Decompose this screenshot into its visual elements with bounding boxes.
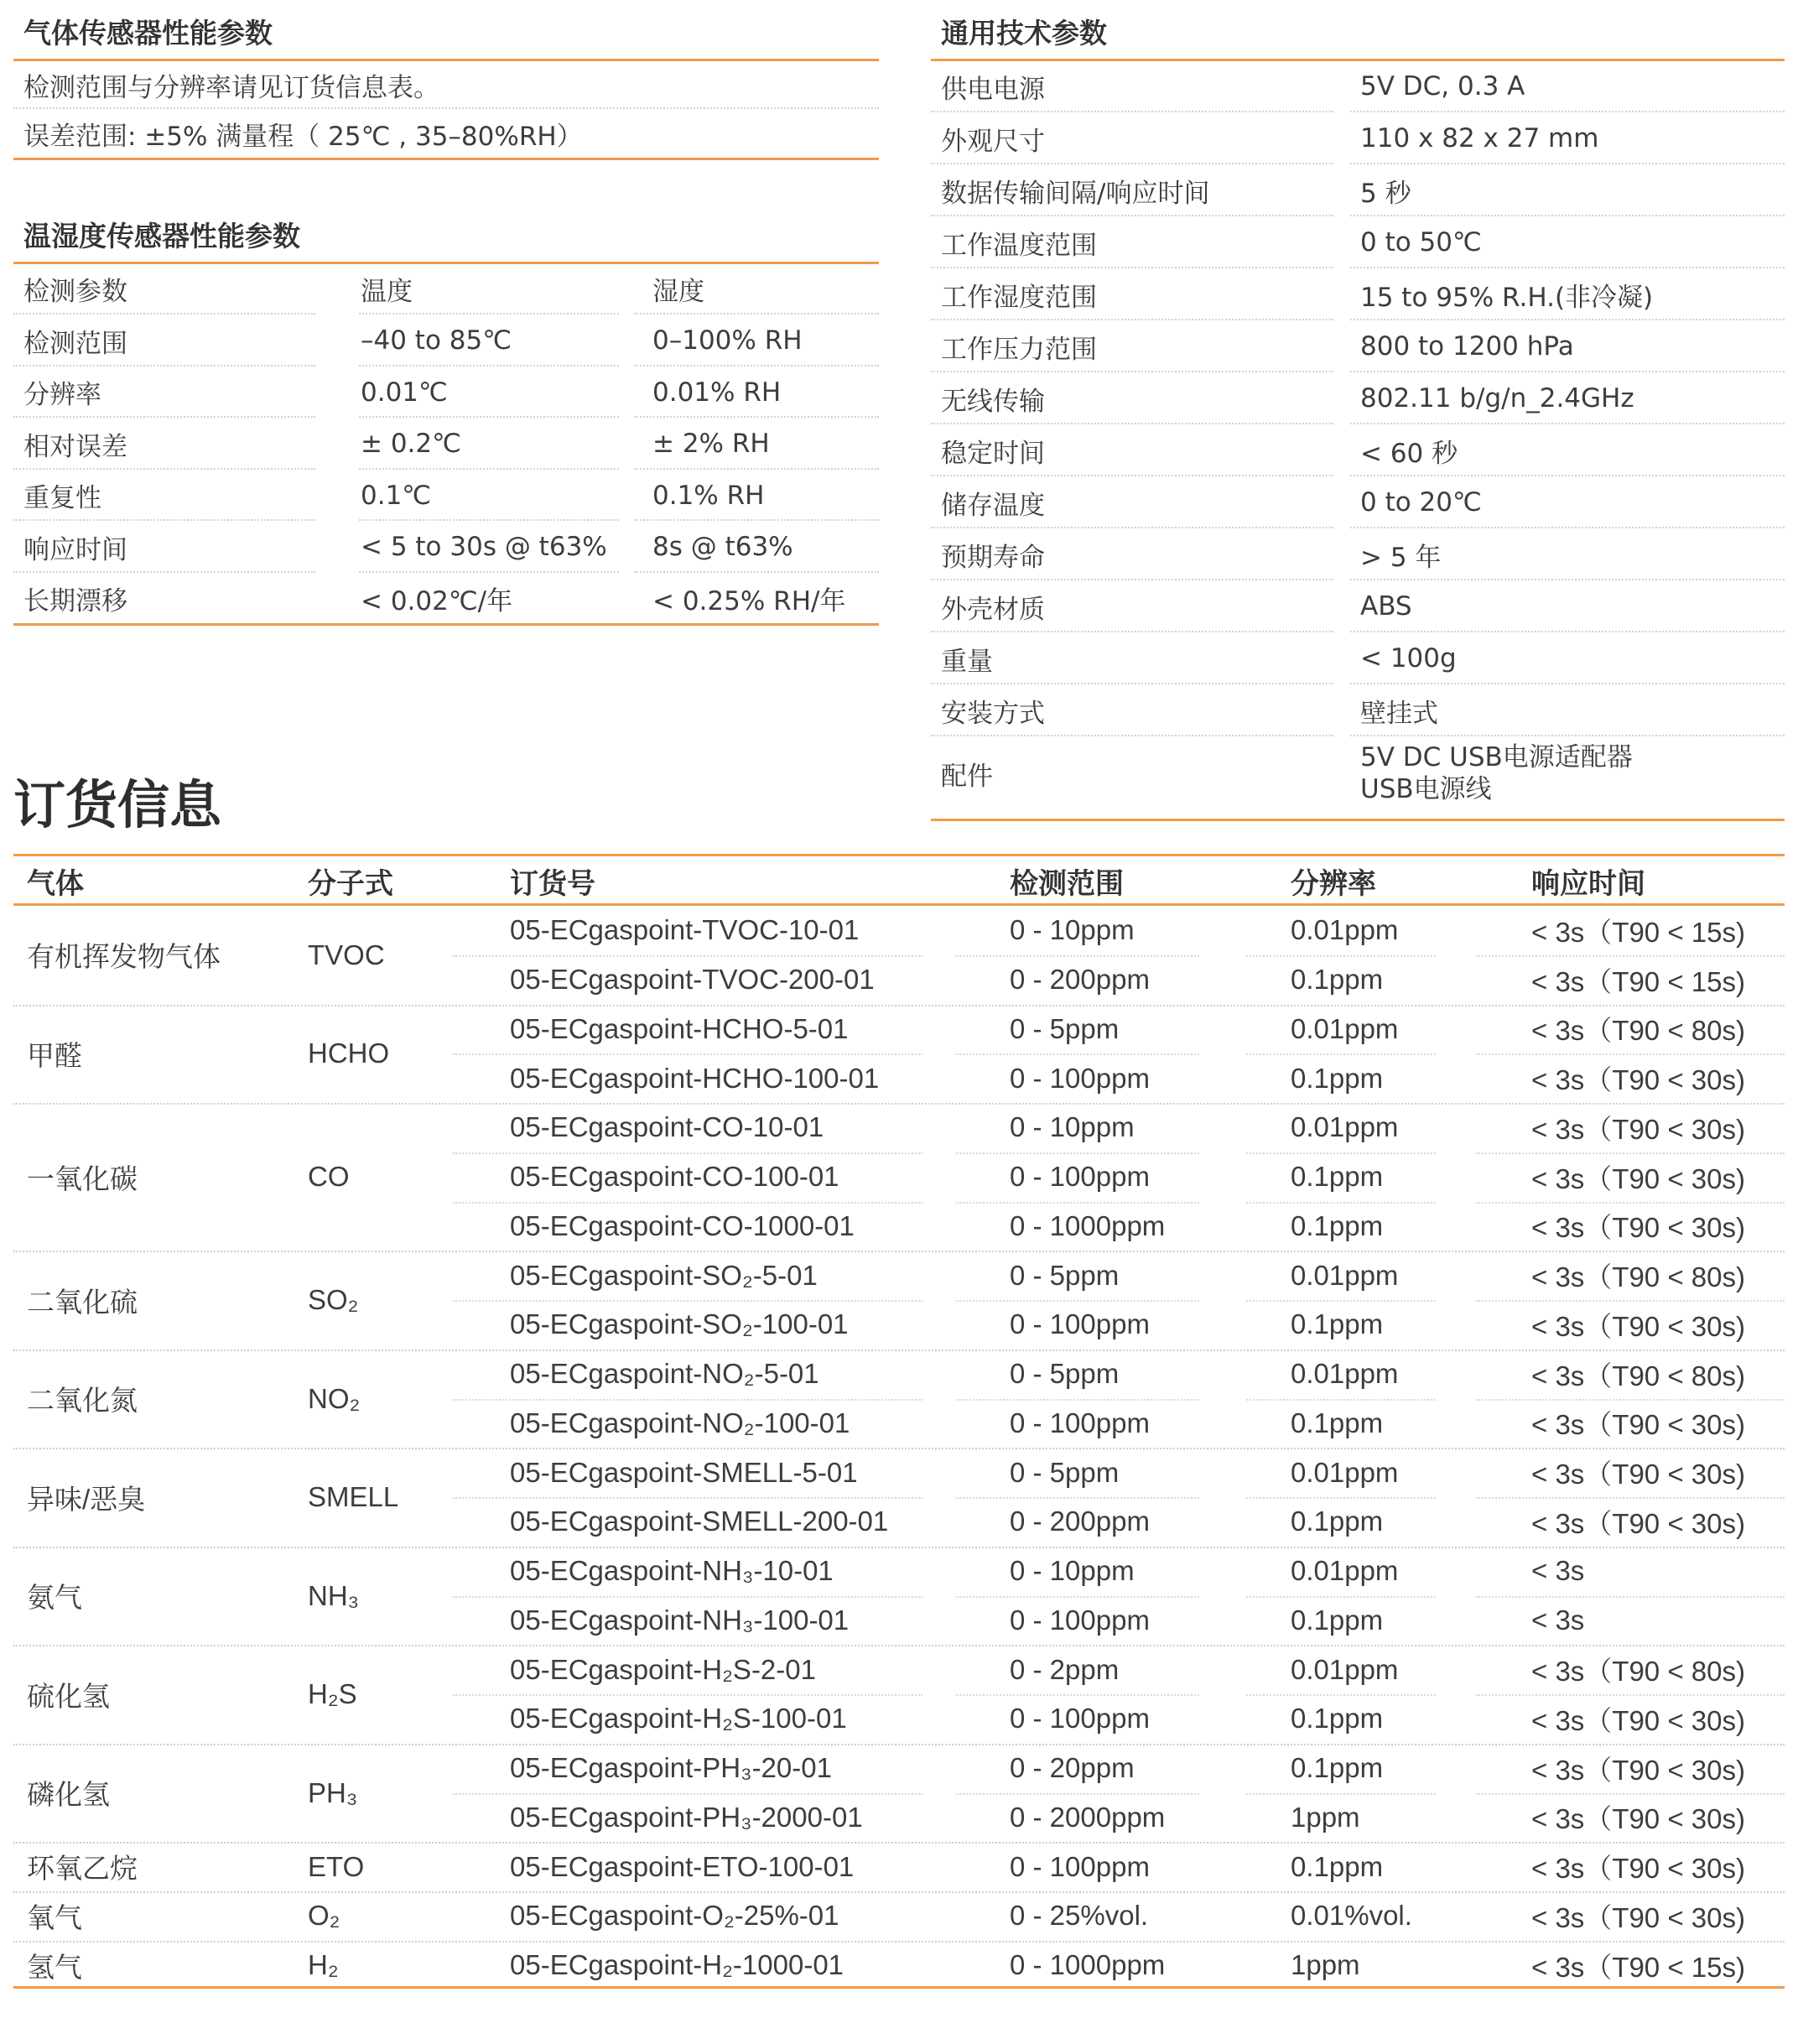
th-perf-row: [13, 419, 879, 470]
order-formula: NH₃: [308, 1579, 360, 1611]
order-part-number: 05-ECgaspoint-NO₂-5-01: [510, 1358, 819, 1390]
order-response-time: < 3s: [1531, 1555, 1585, 1587]
order-response-time: < 3s（T90 < 30s): [1531, 1459, 1745, 1490]
order-resolution: 0.1ppm: [1291, 1209, 1384, 1241]
order-gas-name: 有机挥发物气体: [27, 941, 221, 973]
order-response-time: < 3s（T90 < 30s): [1531, 1803, 1745, 1835]
gas-group-divider: [13, 1645, 1785, 1646]
order-response-time: < 3s（T90 < 80s): [1531, 1261, 1745, 1293]
order-part-number: 05-ECgaspoint-H₂S-100-01: [510, 1703, 847, 1735]
order-response-time: < 3s（T90 < 30s): [1531, 1853, 1745, 1885]
order-gas-name: 甲醛: [27, 1039, 82, 1071]
general-row: [931, 320, 1785, 372]
gas-group-divider: [13, 1547, 1785, 1548]
order-resolution: 0.01ppm: [1291, 1358, 1399, 1390]
th-perf-humidity: < 0.25% RH/年: [652, 586, 846, 616]
general-param: 稳定时间: [941, 438, 1045, 469]
order-header-range: 检测范围: [1010, 866, 1124, 901]
general-row: [931, 268, 1785, 320]
th-perf-param: 检测参数: [23, 277, 127, 307]
order-resolution: 0.01ppm: [1291, 1111, 1399, 1143]
general-value: < 100g: [1360, 643, 1457, 674]
order-range: 0 - 100ppm: [1010, 1161, 1150, 1193]
th-perf-temperature: < 5 to 30s @ t63%: [361, 532, 607, 562]
general-row: [931, 528, 1785, 580]
order-formula: CO: [308, 1161, 350, 1193]
order-header-rule: [13, 903, 1785, 906]
order-resolution: 0.1ppm: [1291, 1850, 1384, 1882]
order-resolution: 0.1ppm: [1291, 1752, 1384, 1784]
general-param: 数据传输间隔/响应时间: [941, 178, 1210, 209]
general-param: 无线传输: [941, 386, 1045, 417]
order-response-time: < 3s（T90 < 15s): [1531, 1951, 1745, 1983]
general-param: 预期寿命: [941, 542, 1045, 573]
general-row: [931, 476, 1785, 528]
order-range: 0 - 1000ppm: [1010, 1209, 1166, 1241]
order-range: 0 - 5ppm: [1010, 1456, 1120, 1488]
gas-group-divider: [13, 1744, 1785, 1745]
order-range: 0 - 100ppm: [1010, 1604, 1150, 1636]
gas-perf-row: [13, 60, 879, 109]
order-response-time: < 3s（T90 < 30s): [1531, 1064, 1745, 1096]
order-response-time: < 3s（T90 < 15s): [1531, 916, 1745, 948]
general-param: 工作温度范围: [941, 230, 1097, 261]
order-range: 0 - 100ppm: [1010, 1407, 1150, 1438]
order-formula: PH₃: [308, 1776, 358, 1808]
order-header-formula: 分子式: [308, 866, 393, 901]
general-value: 110 x 82 x 27 mm: [1360, 123, 1599, 153]
order-response-time: < 3s（T90 < 30s): [1531, 1162, 1745, 1194]
order-gas-name: 硫化氢: [27, 1680, 110, 1712]
th-perf-param: 重复性: [23, 483, 101, 513]
th-perf-param: 响应时间: [23, 534, 127, 565]
general-value: USB电源线: [1360, 774, 1492, 804]
th-perf-humidity: 湿度: [652, 277, 704, 307]
order-gas-name: 二氧化氮: [27, 1385, 138, 1416]
gas-perf-row: [13, 109, 879, 158]
th-perf-row: [13, 573, 879, 624]
th-perf-title: 温湿度传感器性能参数: [23, 220, 300, 252]
order-part-number: 05-ECgaspoint-CO-100-01: [510, 1161, 839, 1193]
order-part-number: 05-ECgaspoint-NH₃-10-01: [510, 1555, 834, 1587]
order-range: 0 - 200ppm: [1010, 964, 1150, 996]
order-part-number: 05-ECgaspoint-HCHO-5-01: [510, 1012, 849, 1044]
order-formula: H₂S: [308, 1678, 357, 1709]
th-perf-temperature: 0.01℃: [361, 377, 448, 408]
th-perf-param: 长期漂移: [23, 586, 127, 616]
order-range: 0 - 1000ppm: [1010, 1949, 1166, 1981]
order-response-time: < 3s（T90 < 80s): [1531, 1656, 1745, 1688]
general-param: 安装方式: [941, 698, 1045, 729]
order-resolution: 0.1ppm: [1291, 1407, 1384, 1438]
general-row: [931, 424, 1785, 476]
order-response-time: < 3s（T90 < 30s): [1531, 1704, 1745, 1736]
order-gas-name: 一氧化碳: [27, 1162, 138, 1194]
order-resolution: 0.1ppm: [1291, 1703, 1384, 1735]
general-value: 15 to 95% R.H.(非冷凝): [1360, 282, 1654, 313]
order-gas-name: 环氧乙烷: [27, 1853, 138, 1885]
order-resolution: 0.1ppm: [1291, 964, 1384, 996]
general-row: [931, 736, 1785, 810]
gas-group-divider: [13, 1941, 1785, 1943]
order-part-number: 05-ECgaspoint-PH₃-20-01: [510, 1752, 832, 1784]
general-param: 配件: [941, 761, 993, 792]
order-response-time: < 3s（T90 < 30s): [1531, 1409, 1745, 1441]
general-title: 通用技术参数: [941, 17, 1107, 49]
order-part-number: 05-ECgaspoint-NO₂-100-01: [510, 1407, 850, 1438]
order-resolution: 0.1ppm: [1291, 1308, 1384, 1340]
order-resolution: 0.01ppm: [1291, 1259, 1399, 1291]
order-range: 0 - 2ppm: [1010, 1653, 1120, 1685]
order-range: 0 - 10ppm: [1010, 1111, 1135, 1143]
gas-group-divider: [13, 1103, 1785, 1105]
order-response-time: < 3s（T90 < 80s): [1531, 1360, 1745, 1391]
order-range: 0 - 2000ppm: [1010, 1801, 1166, 1833]
general-value: < 60 秒: [1360, 438, 1458, 469]
order-response-time: < 3s（T90 < 15s): [1531, 965, 1745, 997]
order-resolution: 0.1ppm: [1291, 1062, 1384, 1094]
order-part-number: 05-ECgaspoint-CO-10-01: [510, 1111, 824, 1143]
order-part-number: 05-ECgaspoint-NH₃-100-01: [510, 1604, 850, 1636]
order-header-gas: 气体: [27, 866, 84, 901]
th-perf-param: 分辨率: [23, 380, 101, 410]
order-part-number: 05-ECgaspoint-SO₂-5-01: [510, 1259, 818, 1291]
th-perf-row: [13, 263, 879, 315]
order-range: 0 - 200ppm: [1010, 1506, 1150, 1537]
gas-group-divider: [13, 1005, 1785, 1006]
general-row: [931, 372, 1785, 424]
order-gas-name: 二氧化硫: [27, 1286, 138, 1318]
order-range: 0 - 100ppm: [1010, 1308, 1150, 1340]
th-perf-humidity: 0.1% RH: [652, 480, 765, 511]
gas-group-divider: [13, 1251, 1785, 1252]
order-part-number: 05-ECgaspoint-CO-1000-01: [510, 1209, 855, 1241]
order-resolution: 0.1ppm: [1291, 1506, 1384, 1537]
order-resolution: 1ppm: [1291, 1801, 1360, 1833]
order-formula: NO₂: [308, 1382, 361, 1414]
order-part-number: 05-ECgaspoint-ETO-100-01: [510, 1850, 855, 1882]
order-resolution: 0.01%vol.: [1291, 1900, 1412, 1932]
order-part-number: 05-ECgaspoint-H₂S-2-01: [510, 1653, 816, 1685]
order-part-number: 05-ECgaspoint-H₂-1000-01: [510, 1949, 844, 1981]
general-row: [931, 216, 1785, 268]
order-header-resolution: 分辨率: [1291, 866, 1376, 901]
gas-group-divider: [13, 1891, 1785, 1893]
order-part-number: 05-ECgaspoint-SMELL-200-01: [510, 1506, 889, 1537]
order-top-rule: [13, 854, 1785, 856]
th-perf-temperature: 温度: [361, 277, 413, 307]
general-row: [931, 164, 1785, 216]
general-value: 0 to 20℃: [1360, 487, 1482, 518]
order-range: 0 - 100ppm: [1010, 1703, 1150, 1735]
general-param: 储存温度: [941, 490, 1045, 521]
order-range: 0 - 10ppm: [1010, 1555, 1135, 1587]
order-part-number: 05-ECgaspoint-SMELL-5-01: [510, 1456, 858, 1488]
general-param: 供电电源: [941, 74, 1045, 105]
order-response-time: < 3s（T90 < 30s): [1531, 1212, 1745, 1244]
general-value-multiline: [1360, 736, 1633, 810]
order-response-time: < 3s（T90 < 30s): [1531, 1754, 1745, 1786]
order-range: 0 - 20ppm: [1010, 1752, 1135, 1784]
order-part-number: 05-ECgaspoint-PH₃-2000-01: [510, 1801, 863, 1833]
order-response-time: < 3s（T90 < 30s): [1531, 1113, 1745, 1145]
order-response-time: < 3s（T90 < 30s): [1531, 1507, 1745, 1539]
order-part-number: 05-ECgaspoint-TVOC-200-01: [510, 964, 875, 996]
order-resolution: 0.01ppm: [1291, 1555, 1399, 1587]
th-perf-humidity: 8s @ t63%: [652, 532, 793, 562]
general-value: ABS: [1360, 591, 1412, 622]
general-value: 0 to 50℃: [1360, 227, 1482, 257]
order-range: 0 - 100ppm: [1010, 1850, 1150, 1882]
general-value: 800 to 1200 hPa: [1360, 331, 1574, 361]
order-response-time: < 3s: [1531, 1604, 1585, 1636]
th-perf-humidity: 0–100% RH: [652, 325, 803, 356]
order-resolution: 1ppm: [1291, 1949, 1360, 1981]
order-part-number: 05-ECgaspoint-SO₂-100-01: [510, 1308, 849, 1340]
gas-perf-error-range: 误差范围: ±5% 满量程（ 25℃ , 35–80%RH）: [23, 121, 583, 152]
order-range: 0 - 10ppm: [1010, 914, 1135, 946]
general-param: 工作压力范围: [941, 334, 1097, 365]
th-perf-row: [13, 315, 879, 367]
order-range: 0 - 5ppm: [1010, 1358, 1120, 1390]
general-value: 802.11 b/g/n_2.4GHz: [1360, 383, 1634, 413]
th-perf-row: [13, 367, 879, 418]
general-row: [931, 60, 1785, 112]
th-perf-temperature: –40 to 85℃: [361, 325, 512, 356]
general-row: [931, 580, 1785, 632]
gas-perf-note: 检测范围与分辨率请见订货信息表。: [23, 72, 439, 103]
order-formula: HCHO: [308, 1038, 390, 1069]
order-range: 0 - 5ppm: [1010, 1012, 1120, 1044]
order-range: 0 - 5ppm: [1010, 1259, 1120, 1291]
gas-group-divider: [13, 1448, 1785, 1449]
row-divider: [1476, 1596, 1785, 1598]
general-value: > 5 年: [1360, 542, 1442, 573]
order-resolution: 0.01ppm: [1291, 1012, 1399, 1044]
th-perf-row: [13, 470, 879, 521]
general-value: 5V DC USB电源适配器: [1360, 742, 1633, 772]
order-resolution: 0.01ppm: [1291, 914, 1399, 946]
order-formula: SO₂: [308, 1284, 359, 1315]
order-formula: SMELL: [308, 1481, 399, 1512]
order-range: 0 - 25%vol.: [1010, 1900, 1149, 1932]
gas-group-divider: [13, 1842, 1785, 1844]
general-value: 壁挂式: [1360, 698, 1438, 729]
general-param: 外观尺寸: [941, 126, 1045, 157]
th-perf-row: [13, 522, 879, 573]
order-resolution: 0.01ppm: [1291, 1456, 1399, 1488]
order-header-part-number: 订货号: [510, 866, 595, 901]
order-resolution: 0.1ppm: [1291, 1161, 1384, 1193]
order-resolution: 0.01ppm: [1291, 1653, 1399, 1685]
th-perf-param: 检测范围: [23, 328, 127, 359]
order-part-number: 05-ECgaspoint-TVOC-10-01: [510, 914, 860, 946]
th-perf-temperature: 0.1℃: [361, 480, 432, 511]
order-title: 订货信息: [13, 774, 222, 835]
general-param: 工作湿度范围: [941, 282, 1097, 313]
th-perf-humidity: ± 2% RH: [652, 429, 770, 459]
general-row: [931, 684, 1785, 736]
order-formula: ETO: [308, 1850, 365, 1882]
order-response-time: < 3s（T90 < 30s): [1531, 1901, 1745, 1933]
general-param: 重量: [941, 646, 993, 677]
th-perf-bottom-rule: [13, 623, 879, 626]
order-gas-name: 氧气: [27, 1901, 82, 1933]
general-value: 5V DC, 0.3 A: [1360, 71, 1525, 101]
order-part-number: 05-ECgaspoint-HCHO-100-01: [510, 1062, 880, 1094]
order-range: 0 - 100ppm: [1010, 1062, 1150, 1094]
order-gas-name: 氨气: [27, 1582, 82, 1613]
order-resolution: 0.1ppm: [1291, 1604, 1384, 1636]
order-response-time: < 3s（T90 < 80s): [1531, 1015, 1745, 1047]
gas-perf-title: 气体传感器性能参数: [23, 17, 273, 49]
general-value: 5 秒: [1360, 178, 1411, 209]
general-row: [931, 632, 1785, 684]
general-param: 外壳材质: [941, 594, 1045, 625]
general-bottom-rule: [931, 819, 1785, 821]
th-perf-temperature: < 0.02℃/年: [361, 586, 513, 616]
order-formula: H₂: [308, 1949, 339, 1981]
gas-group-divider: [13, 1350, 1785, 1351]
order-response-time: < 3s（T90 < 30s): [1531, 1310, 1745, 1342]
th-perf-param: 相对误差: [23, 431, 127, 462]
order-formula: O₂: [308, 1900, 340, 1932]
gas-perf-bottom-rule: [13, 158, 879, 160]
order-gas-name: 氢气: [27, 1951, 82, 1983]
order-gas-name: 异味/恶臭: [27, 1483, 146, 1515]
th-perf-temperature: ± 0.2℃: [361, 429, 461, 459]
general-row: [931, 112, 1785, 164]
order-gas-name: 磷化氢: [27, 1779, 110, 1810]
th-perf-humidity: 0.01% RH: [652, 377, 782, 408]
order-part-number: 05-ECgaspoint-O₂-25%-01: [510, 1900, 839, 1932]
order-header-response-time: 响应时间: [1531, 866, 1645, 901]
order-formula: TVOC: [308, 939, 385, 970]
order-bottom-rule: [13, 1986, 1785, 1989]
